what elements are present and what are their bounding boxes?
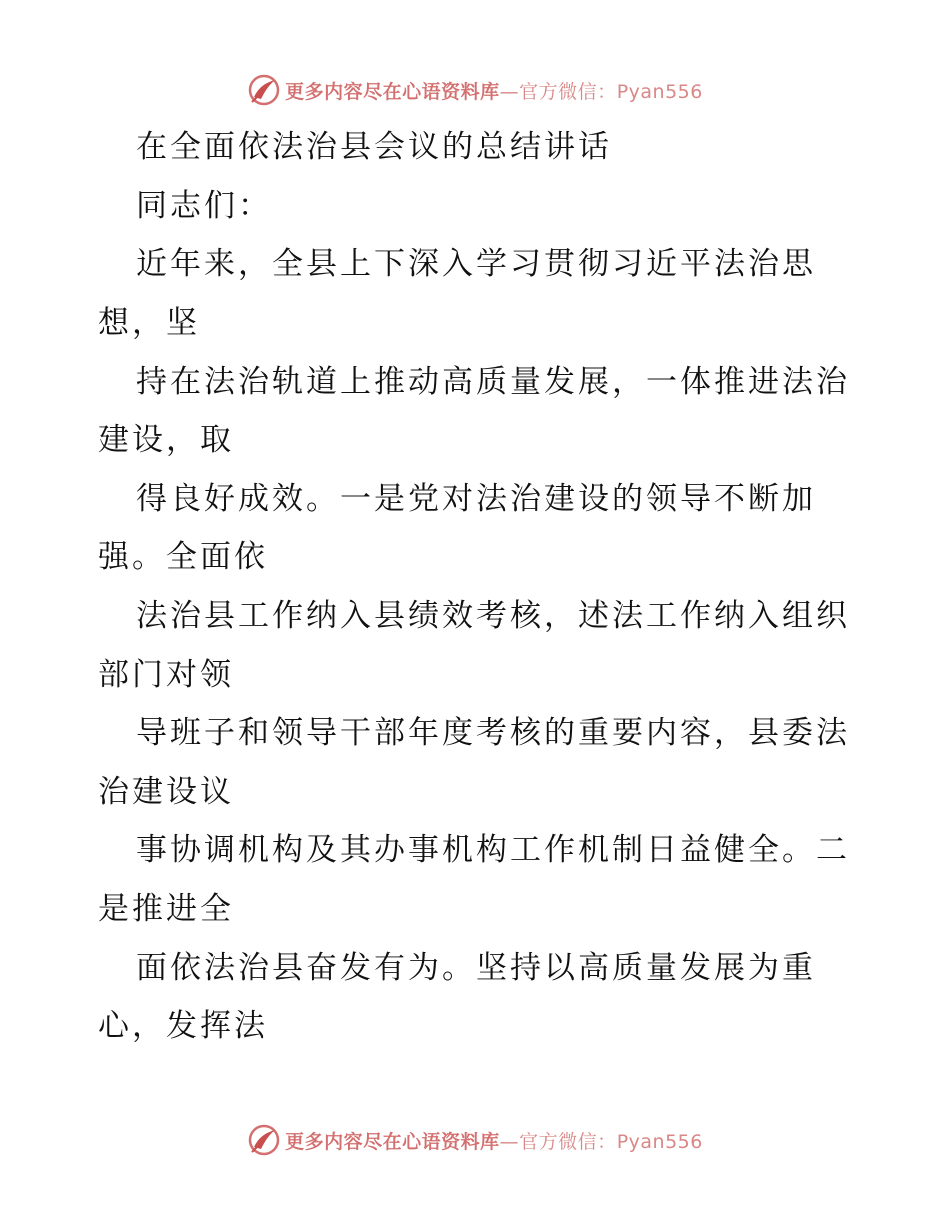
footer-wechat-label: 官方微信：: [519, 1130, 617, 1153]
text-line: 是推进全: [98, 891, 234, 927]
pen-logo-icon: [247, 1123, 281, 1157]
text-line: 部门对领: [98, 657, 234, 693]
text-line: 法治县工作纳入县绩效考核，述法工作纳入组织: [136, 598, 850, 634]
header-wechat-id: Pyan556: [616, 80, 703, 103]
text-line: 近年来，全县上下深入学习贯彻习近平法治思: [136, 246, 816, 282]
text-line: 持在法治轨道上推动高质量发展，一体推进法治: [136, 364, 850, 400]
text-line: 强。全面依: [98, 539, 268, 575]
text-line: 导班子和领导干部年度考核的重要内容，县委法: [136, 715, 850, 751]
text-line: 建设，取: [98, 422, 234, 458]
footer-watermark-text: [285, 1127, 703, 1154]
text-line: 想，坚: [98, 305, 200, 341]
header-site-text: 更多内容尽在心语资料库: [285, 80, 500, 103]
footer-wechat-id: Pyan556: [616, 1130, 703, 1153]
header-wechat-label: 官方微信：: [519, 80, 617, 103]
text-line: 面依法治县奋发有为。坚持以高质量发展为重: [136, 950, 816, 986]
header-watermark: [0, 70, 950, 110]
pen-logo-icon: [247, 73, 281, 107]
header-dash: —: [499, 80, 520, 103]
text-line: 得良好成效。一是党对法治建设的领导不断加: [136, 481, 816, 517]
document-title: 在全面依法治县会议的总结讲话: [136, 129, 612, 165]
footer-watermark: [0, 1120, 950, 1160]
text-line: 治建设议: [98, 774, 234, 810]
header-watermark-text: [285, 77, 703, 104]
text-line: 心，发挥法: [98, 1008, 268, 1044]
salutation: 同志们：: [136, 188, 272, 224]
footer-dash: —: [499, 1130, 520, 1153]
text-line: 事协调机构及其办事机构工作机制日益健全。二: [136, 832, 850, 868]
footer-site-text: 更多内容尽在心语资料库: [285, 1130, 500, 1153]
